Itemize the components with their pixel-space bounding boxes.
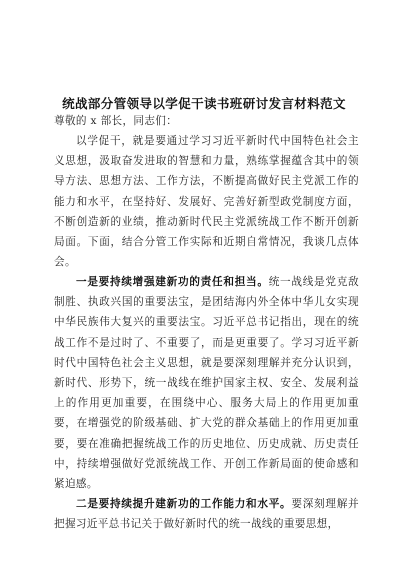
paragraph-point-two [54,494,359,534]
paragraph-intro-text: 以学促干，就是要通过学习习近平新时代中国特色社会主义思想，汲取奋发进取的智慧和力量，熟练掌握蕴含其中的领导方法、思想方法、工作方法，不断提高做好民主党派工作的能力和水平，在坚持好、发展好、完善好新型政党制度方面，不断创造新的业绩，推动新时代民主党派统战工作不断开创新局面。下面，结合分管工作实际和近期自常情况，我谈几点体会。 [54,135,359,269]
greeting-line: 尊敬的 x 部长，同志们： [54,115,178,127]
paragraph-point-one-text: 统一战线是党克敌制胜、执政兴国的重要法宝，是团结海内外全体中华儿女实现中华民族伟大复兴的重要法宝。习近平总书记指出，现在的统战工作不是过时了、不重要了，而是更重要了。学习习近平新时代中国特色社会主义思想，就是要深刻理解并充分认识到，新时代、形势下，统一战线在维护国家主权、安全、发展利益上的作用更加重要，在围绕中心、服务大局上的作用更加重要，在增强党的阶级基础、扩大党的群众基础上的作用更加重要，要在准确把握统战工作的历史地位、历史成就、历史责任中，持续增强做好党派统战工作、开创工作新局面的使命感和紧迫感。 [54,276,359,491]
paragraph-point-one-heading: 一是要持续增强建新功的责任和担当。 [76,276,269,288]
paragraph-point-two-text: 要深刻理解并把握习近平总书记关于做好新时代的统一战线的重要思想， [54,498,359,531]
document-title: 统战部分管领导以学促干读书班研讨发言材料范文 [62,96,346,111]
paragraph-point-one [54,272,359,494]
paragraph-point-two-heading: 二是要持续提升建新功的工作能力和水平。 [76,498,292,510]
paragraph-intro [54,131,359,272]
